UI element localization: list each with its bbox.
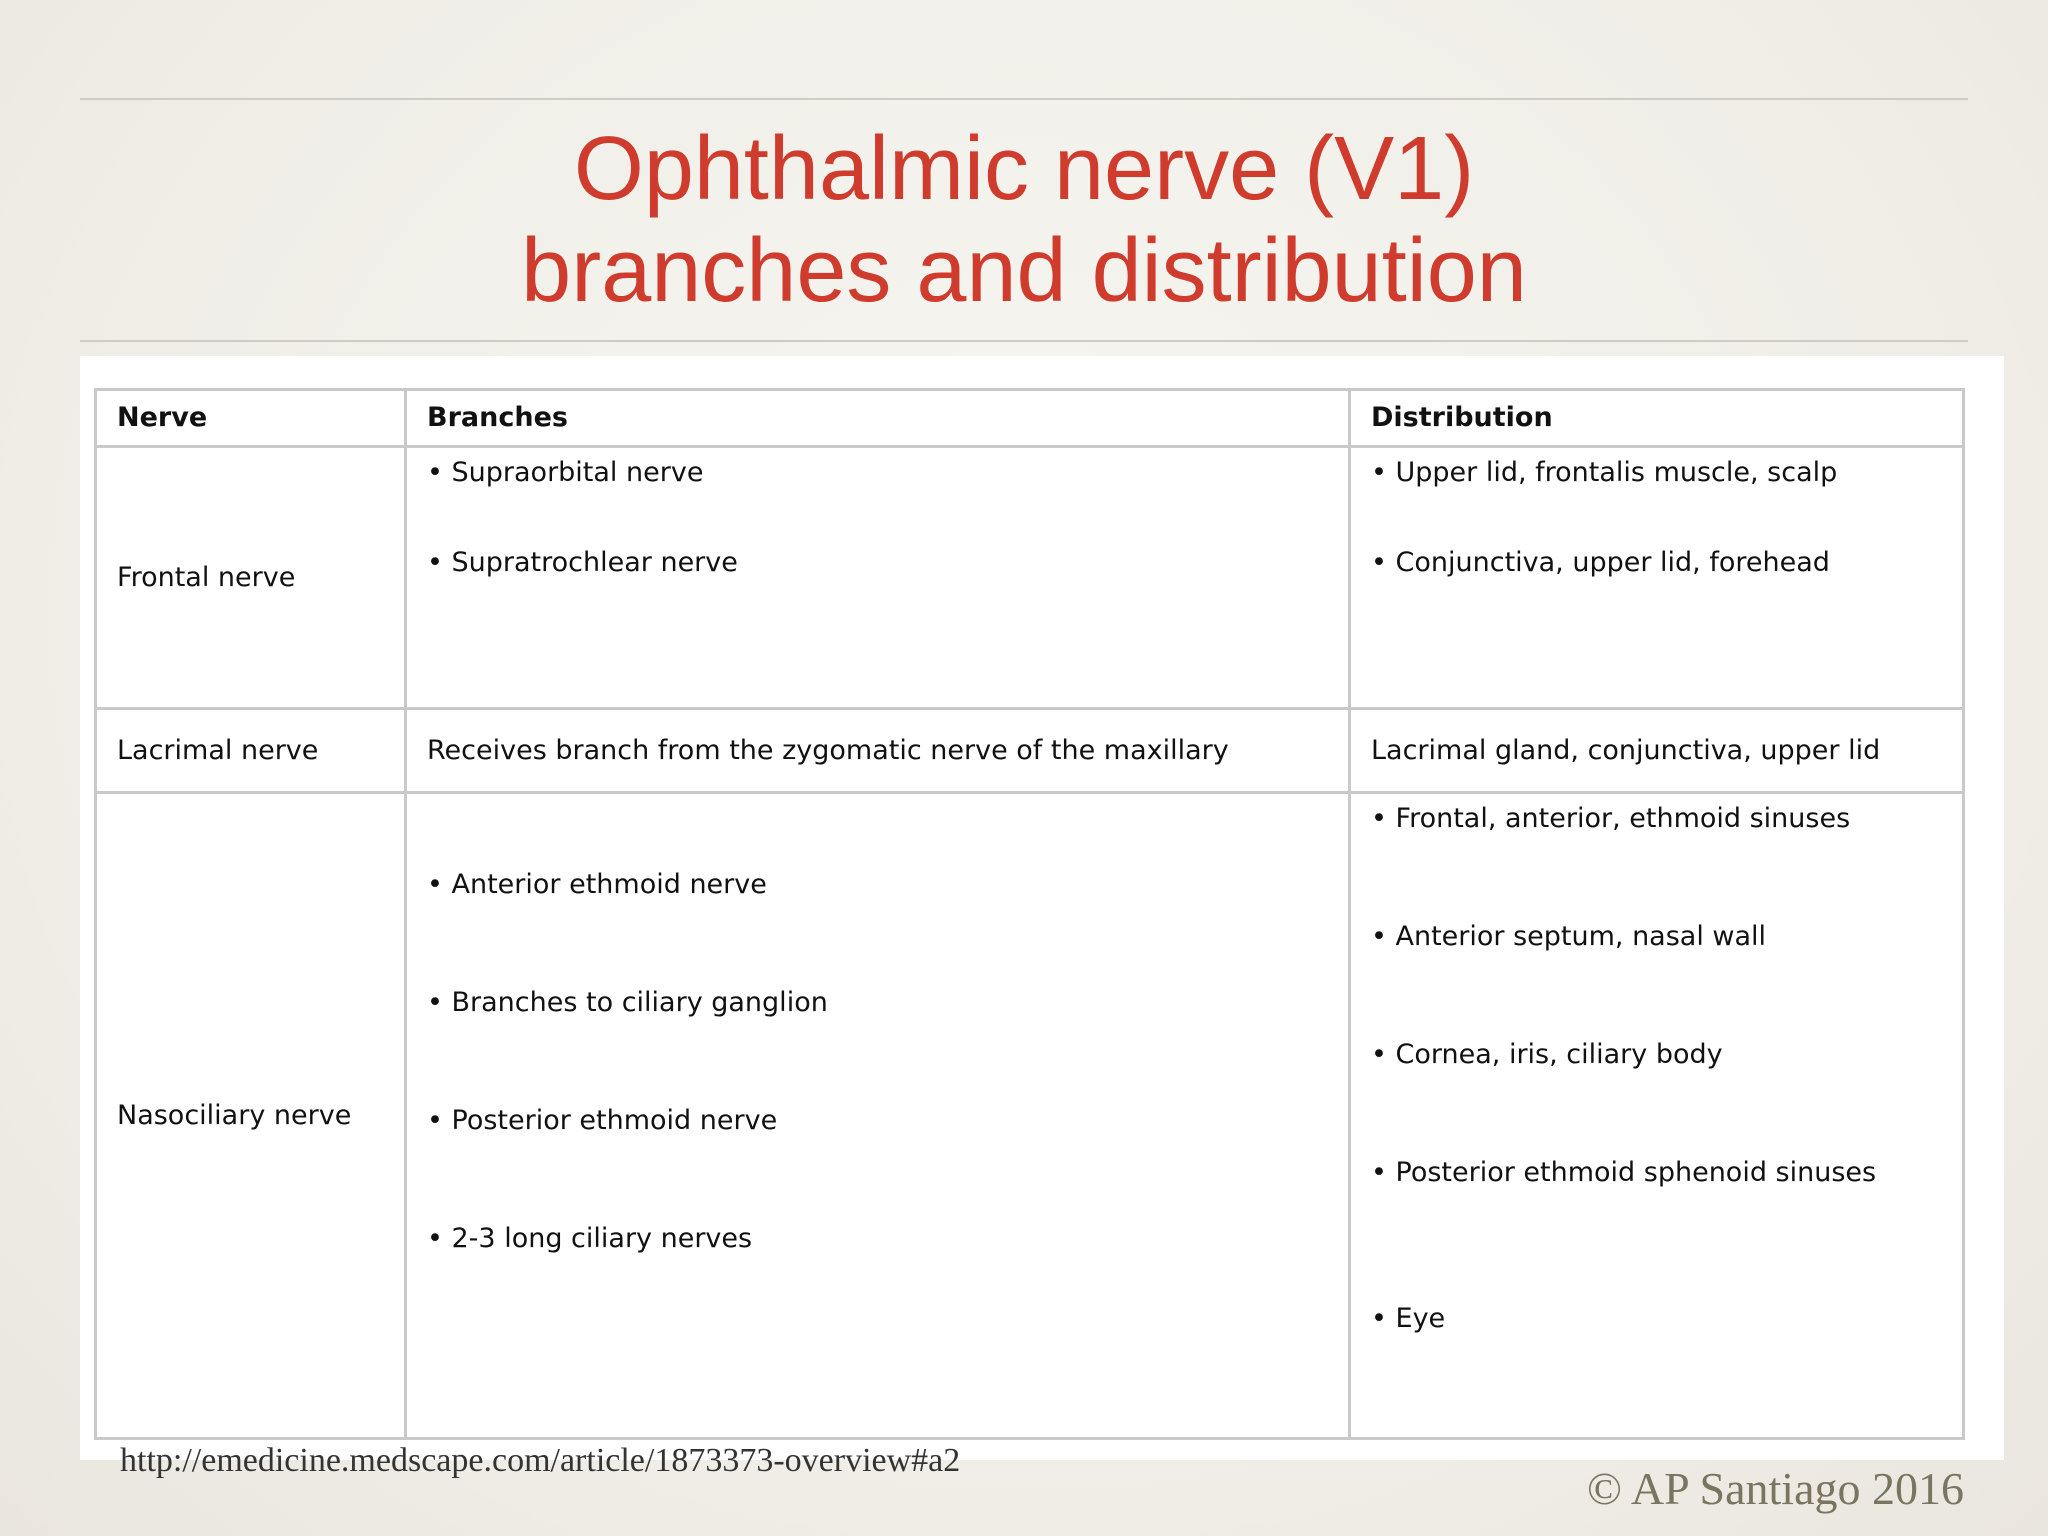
header-branches: Branches (406, 390, 1350, 447)
nerve-name: Frontal nerve (96, 447, 406, 709)
copyright-notice: © AP Santiago 2016 (1587, 1463, 1964, 1514)
branch-item: • Branches to ciliary ganglion (427, 987, 828, 1018)
top-divider (80, 98, 1968, 100)
title-divider (80, 340, 1968, 342)
title-line-2: branches and distribution (521, 221, 1527, 321)
distribution-item: • Frontal, anterior, ethmoid sinuses (1371, 803, 1851, 834)
distribution-item: • Conjunctiva, upper lid, forehead (1371, 547, 1830, 578)
nerve-name: Nasociliary nerve (96, 793, 406, 1439)
slide-title (0, 118, 2048, 322)
branch-item: • Supratrochlear nerve (427, 547, 738, 578)
branch-item: • Anterior ethmoid nerve (427, 869, 767, 900)
branch-item: • 2-3 long ciliary nerves (427, 1223, 753, 1254)
header-nerve: Nerve (96, 390, 406, 447)
table-header-row (96, 390, 1964, 447)
nerve-name: Lacrimal nerve (96, 709, 406, 793)
header-distribution: Distribution (1350, 390, 1964, 447)
branch-item: • Posterior ethmoid nerve (427, 1105, 778, 1136)
source-url: http://emedicine.medscape.com/article/1873373-overview#a2 (120, 1442, 961, 1479)
branches-cell (406, 447, 1350, 709)
distribution-item: • Eye (1371, 1303, 1446, 1334)
table-row-nasociliary (96, 793, 1964, 1439)
table-row-lacrimal (96, 709, 1964, 793)
table-row-frontal (96, 447, 1964, 709)
table-panel (80, 356, 2004, 1460)
distribution-cell (1350, 793, 1964, 1439)
distribution-item: • Posterior ethmoid sphenoid sinuses (1371, 1157, 1877, 1188)
branches-cell (406, 793, 1350, 1439)
nerve-table (94, 388, 1965, 1440)
branches-cell: Receives branch from the zygomatic nerve of the maxillary (406, 709, 1350, 793)
title-line-1: Ophthalmic nerve (V1) (573, 119, 1475, 219)
distribution-item: • Upper lid, frontalis muscle, scalp (1371, 457, 1838, 488)
distribution-item: • Cornea, iris, ciliary body (1371, 1039, 1723, 1070)
distribution-cell: Lacrimal gland, conjunctiva, upper lid (1350, 709, 1964, 793)
distribution-cell (1350, 447, 1964, 709)
branch-item: • Supraorbital nerve (427, 457, 704, 488)
distribution-item: • Anterior septum, nasal wall (1371, 921, 1767, 952)
